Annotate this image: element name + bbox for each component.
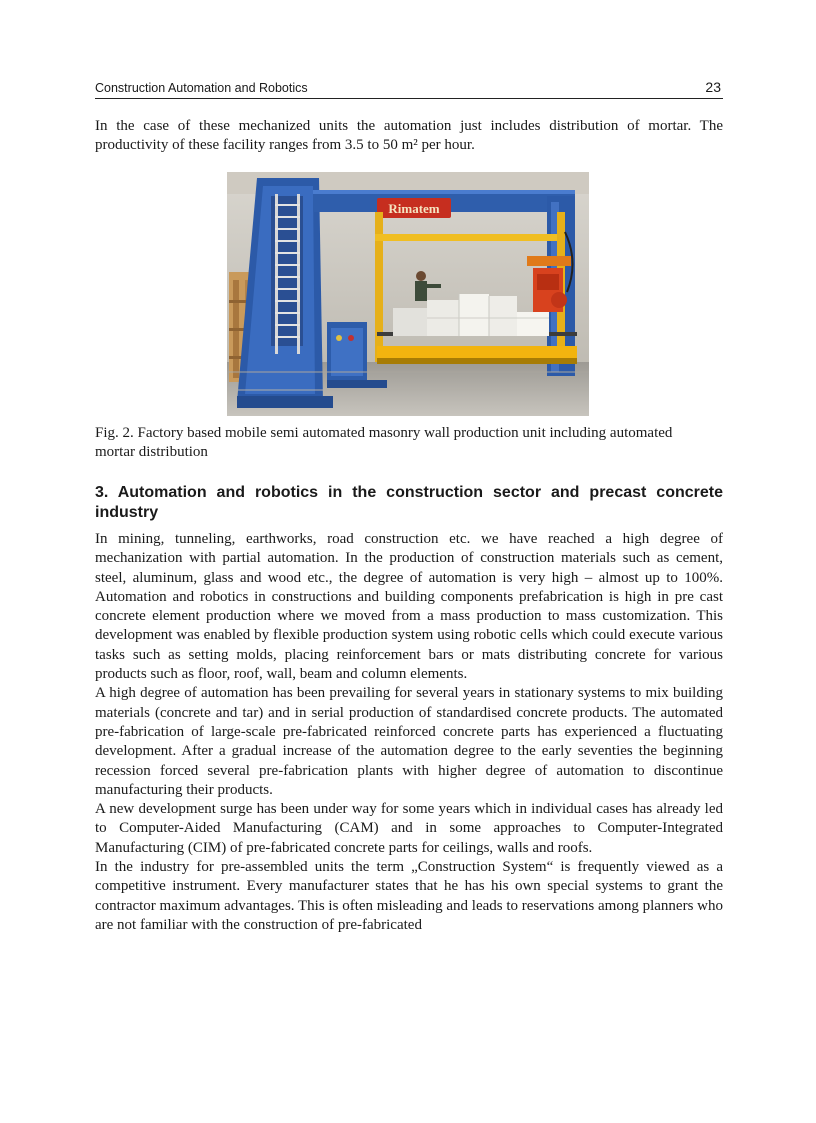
running-title: Construction Automation and Robotics bbox=[95, 81, 308, 95]
section-body bbox=[95, 530, 723, 935]
intro-paragraph: In the case of these mechanized units the automation just includes distribution of mortar. The productivity of these facility ranges from 3.5 to 50 m² per hour. bbox=[95, 118, 723, 154]
paragraph: A new development surge has been under way for some years which in individual cases has already led to Computer-Aided Manufacturing (CAM) and in some approaches to Computer-Integrated Manufacturing (CIM) of pre-fabricated concrete parts for ceilings, walls and roofs. bbox=[95, 801, 723, 856]
paragraph: A high degree of automation has been prevailing for several years in stationary systems to mix building materials (concrete and tar) and in serial production of standardised concrete products. The automated pre-fabrication of large-scale pre-fabricated reinforced concrete parts has experienced a fluctuating development. After a gradual increase of the automation degree to the early seventies the beginning recession forced several pre-fabrication plants with higher degree of automation to discontinue manufacturing their products. bbox=[95, 685, 723, 798]
paragraph: In the industry for pre-assembled units the term „Construction System“ is frequently viewed as a competitive instrument. Every manufacturer states that he has his own special systems to grant the contractor maximum advantages. This is often misleading and leads to reservations among planners who are not familiar with the construction of pre-fabricated bbox=[95, 859, 723, 933]
page-header bbox=[95, 81, 723, 99]
masonry-production-unit-photo bbox=[227, 172, 589, 416]
figure-photo bbox=[227, 172, 589, 416]
brand-plate bbox=[377, 198, 451, 218]
brand-label: Rimatem bbox=[388, 201, 440, 216]
section-heading: 3. Automation and robotics in the construction sector and precast concrete industry bbox=[95, 484, 723, 521]
paragraph: In mining, tunneling, earthworks, road construction etc. we have reached a high degree of mechanization with partial automation. In the production of construction materials such as cement, steel, aluminum, glass and wood etc., the degree of automation is very high – almost up to 100%. Automation and robotics in constructions and building components prefabrication is high in pre cast concrete element production where we moved from a mass production to mass customization. This development was enabled by flexible production system using robotic cells which could execute various tasks such as setting molds, placing reinforcement bars or mats distributing concrete for various products such as floor, roof, wall, beam and column elements. bbox=[95, 531, 723, 683]
figure-caption: Fig. 2. Factory based mobile semi automated masonry wall production unit including automated mortar distribution bbox=[95, 425, 673, 460]
page-number: 23 bbox=[705, 79, 721, 95]
